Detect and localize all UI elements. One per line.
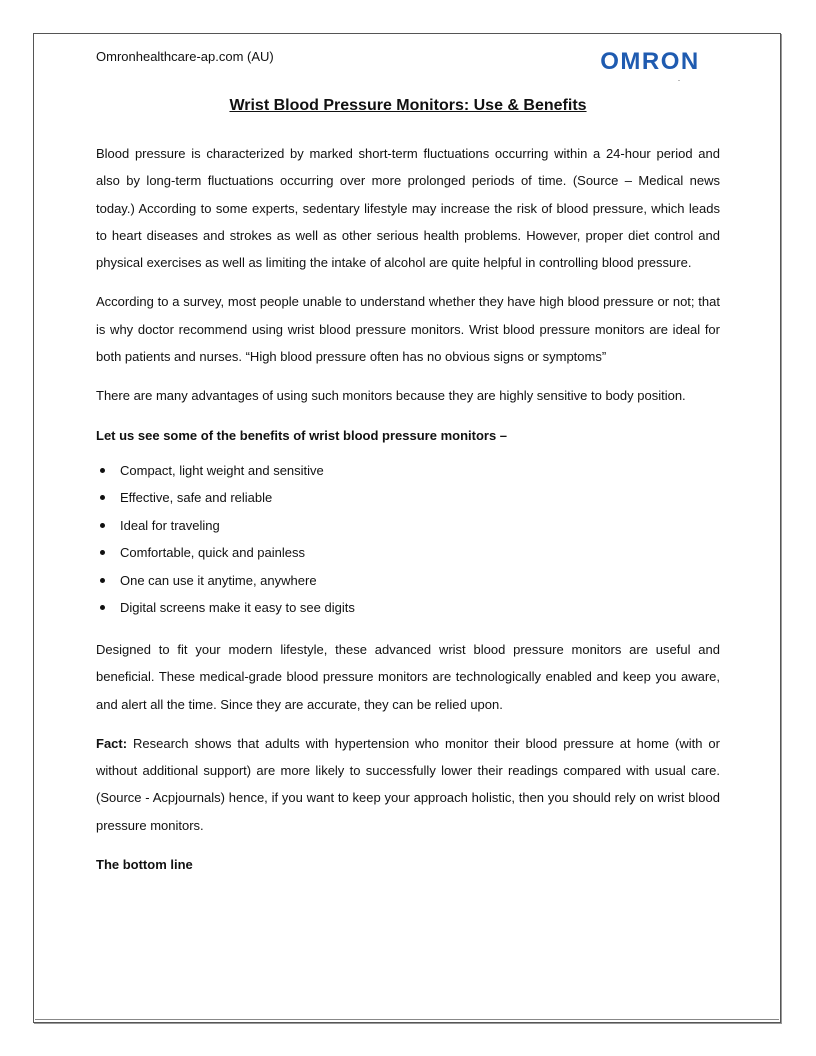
- list-item: [96, 484, 720, 512]
- bullet-icon: [100, 550, 105, 555]
- list-item: [96, 539, 720, 567]
- paragraph-3: There are many advantages of using such monitors because they are highly sensitive to body position.: [96, 388, 686, 404]
- list-item-text: Effective, safe and reliable: [120, 490, 273, 506]
- paragraph-4: Designed to fit your modern lifestyle, these advanced wrist blood pressure monitors are useful and beneficial. These medical-grade blood pressure monitors are technologically enabled and keep you aware, and alert all the time. Since they are accurate, they can be relied upon.: [96, 641, 720, 712]
- document-body: [96, 140, 720, 886]
- fact-paragraph: [96, 730, 720, 839]
- logo-text: OMRON: [600, 48, 700, 75]
- list-item-text: Compact, light weight and sensitive: [120, 462, 324, 478]
- site-name: Omronhealthcare-ap.com (AU): [96, 49, 274, 64]
- paragraph-2: According to a survey, most people unable to understand whether they have high blood pressure or not; that is why doctor recommend using wrist blood pressure monitors. Wrist blood pressure monitors are ideal for both patients and nurses. “High blood pressure often has no obvious signs or symptoms”: [96, 294, 720, 365]
- bullet-icon: [100, 523, 105, 528]
- list-item: [96, 512, 720, 540]
- fact-text: Research shows that adults with hypertension who monitor their blood pressure at home (with or without additional support) are more likely to successfully lower their readings compared with usual care. (Source - Acpjournals) hence, if you want to keep your approach holistic, then you should rely on wrist blood pressure monitors.: [96, 735, 720, 833]
- logo-mark: [678, 80, 680, 81]
- page-title: Wrist Blood Pressure Monitors: Use & Benefits: [229, 97, 587, 114]
- bullet-icon: [100, 468, 105, 473]
- omron-logo: [592, 46, 708, 76]
- fact-label: Fact:: [96, 735, 128, 751]
- list-item-text: Comfortable, quick and painless: [120, 545, 305, 561]
- paragraph-1: Blood pressure is characterized by marked short-term fluctuations occurring within a 24-hour period and also by long-term fluctuations occurring over more prolonged periods of time. (Source – Medical news today.) According to some experts, sedentary lifestyle may increase the risk of blood pressure, which leads to heart diseases and strokes as well as other serious health problems. However, proper diet control and physical exercises as well as limiting the intake of alcohol are quite helpful in controlling blood pressure.: [96, 146, 720, 271]
- list-item: [96, 594, 720, 622]
- list-item-text: One can use it anytime, anywhere: [120, 572, 317, 588]
- bullet-icon: [100, 495, 105, 500]
- benefits-list: [96, 457, 720, 622]
- list-item-text: Digital screens make it easy to see digits: [120, 600, 355, 616]
- bottom-line-heading: The bottom line: [96, 857, 193, 873]
- bullet-icon: [100, 578, 105, 583]
- list-item: [96, 567, 720, 595]
- bullet-icon: [100, 605, 105, 610]
- benefits-heading: Let us see some of the benefits of wrist blood pressure monitors –: [96, 427, 508, 443]
- list-item-text: Ideal for traveling: [120, 517, 220, 533]
- list-item: [96, 457, 720, 485]
